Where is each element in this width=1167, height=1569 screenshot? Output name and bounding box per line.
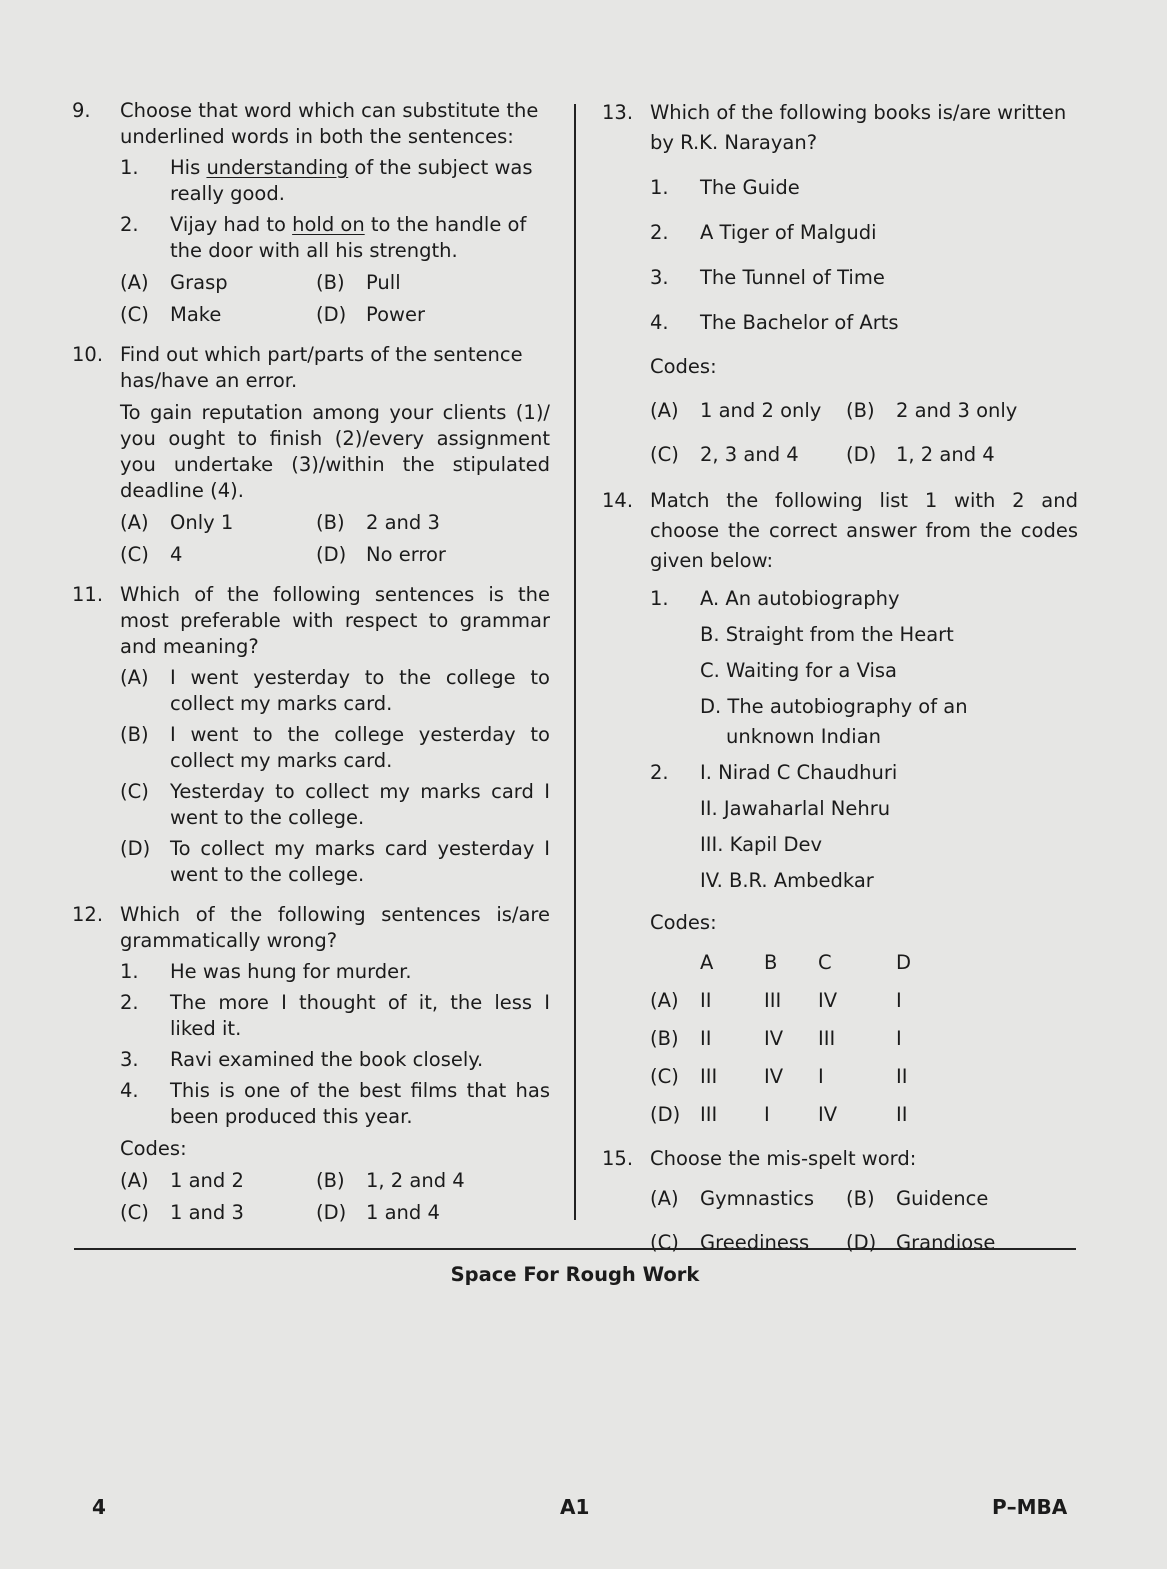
codes-label: Codes: (650, 911, 717, 934)
option-b[interactable]: (B) II IV III I (650, 1027, 902, 1050)
options (650, 396, 1078, 470)
list-item: 3. The Tunnel of Time (650, 266, 885, 289)
option-c[interactable]: (C) 2, 3 and 4 (650, 443, 799, 466)
list-item: 4. The Bachelor of Arts (650, 311, 899, 334)
codes-header: A B C D (700, 951, 912, 974)
options (120, 1168, 550, 1226)
codes-table (650, 944, 936, 1134)
question-number: 11. (72, 583, 104, 606)
list-1: 1. A. An autobiography B. Straight from the Heart C. Waiting for a Visa D. The autobiography of an unknown Indian (650, 584, 1078, 758)
list-item: 2. A Tiger of Malgudi (650, 221, 877, 244)
column-divider (574, 104, 576, 1220)
page-number: 4 (92, 1495, 106, 1519)
list-2-item: II. Jawaharlal Nehru (700, 797, 891, 820)
option-c[interactable]: (C) Make (120, 303, 222, 326)
question-number: 10. (72, 343, 104, 366)
question-9 (72, 98, 550, 328)
list-1-item: C. Waiting for a Visa (700, 659, 898, 682)
option-d[interactable]: (D) 1 and 4 (316, 1201, 440, 1224)
option-d[interactable]: (D) Power (316, 303, 425, 326)
list-1-item: D. The autobiography of an unknown Indian (700, 695, 968, 748)
option-a[interactable]: (A) 1 and 2 (120, 1169, 244, 1192)
list-item: 4. This is one of the best films that has been produced this year. (120, 1079, 550, 1128)
error-sentence: To gain reputation among your clients (1)/ you ought to finish (2)/every assignment you undertake (3)/within the stipulated deadline (4). (120, 401, 550, 502)
question-number: 13. (602, 101, 634, 124)
option-c[interactable]: (C) Greediness (650, 1231, 810, 1254)
option-d[interactable]: (D) Grandiose (846, 1231, 996, 1254)
question-text: Match the following list 1 with 2 and choose the correct answer from the codes given below: (650, 489, 1078, 572)
option-c[interactable]: (C) 1 and 3 (120, 1201, 244, 1224)
option-a[interactable]: (A) II III IV I (650, 989, 902, 1012)
option-a[interactable]: (A) Grasp (120, 271, 228, 294)
question-number: 15. (602, 1147, 634, 1170)
options (120, 510, 550, 568)
list-item: 1. The Guide (650, 176, 800, 199)
question-text: Choose the mis-spelt word: (650, 1147, 917, 1170)
option-b[interactable]: (B) 1, 2 and 4 (316, 1169, 465, 1192)
option-b[interactable]: (B) I went to the college yesterday to collect my marks card. (120, 723, 550, 772)
options (650, 1184, 1078, 1258)
list-1-item: A. An autobiography (700, 587, 900, 610)
question-13 (602, 98, 1078, 470)
option-d[interactable]: (D) 1, 2 and 4 (846, 443, 995, 466)
question-text: Which of the following sentences is the most preferable with respect to grammar and meaning? (120, 583, 550, 658)
list-2-item: IV. B.R. Ambedkar (700, 869, 874, 892)
list-2-item: I. Nirad C Chaudhuri (700, 761, 898, 784)
list-1-item: B. Straight from the Heart (700, 623, 954, 646)
booklet-code: A1 (560, 1495, 590, 1519)
list-item: 1. He was hung for murder. (120, 960, 412, 983)
question-number: 9. (72, 99, 91, 122)
option-b[interactable]: (B) Guidence (846, 1187, 989, 1210)
question-text: Which of the following sentences is/are grammatically wrong? (120, 903, 550, 952)
question-number: 12. (72, 903, 104, 926)
option-a[interactable]: (A) I went yesterday to the college to collect my marks card. (120, 666, 550, 715)
list-2: 2. I. Nirad C Chaudhuri II. Jawaharlal Nehru III. Kapil Dev IV. B.R. Ambedkar (650, 758, 1078, 902)
underlined-word: hold on (292, 213, 365, 236)
option-c[interactable]: (C) 4 (120, 543, 183, 566)
list-2-item: III. Kapil Dev (700, 833, 823, 856)
separator-line (74, 1248, 1076, 1250)
codes-label: Codes: (120, 1137, 187, 1160)
right-column (602, 98, 1078, 1268)
underlined-word: understanding (206, 156, 349, 179)
question-12 (72, 902, 550, 1226)
option-d[interactable]: (D) No error (316, 543, 446, 566)
option-d[interactable]: (D) To collect my marks card yesterday I went to the college. (120, 837, 550, 886)
list-item: 1. His understanding of the subject was really good. (120, 156, 533, 205)
option-b[interactable]: (B) Pull (316, 271, 401, 294)
question-number: 14. (602, 489, 634, 512)
option-a[interactable]: (A) Gymnastics (650, 1187, 815, 1210)
question-text: Choose that word which can substitute the underlined words in both the sentences: (120, 99, 539, 148)
option-b[interactable]: (B) 2 and 3 (316, 511, 440, 534)
left-column (72, 98, 550, 1234)
question-11 (72, 582, 550, 888)
list-item: 2. The more I thought of it, the less I liked it. (120, 991, 550, 1040)
rough-work-heading: Space For Rough Work (450, 1263, 700, 1286)
list-item: 2. Vijay had to hold on to the handle of the door with all his strength. (120, 213, 527, 262)
option-a[interactable]: (A) Only 1 (120, 511, 234, 534)
question-14 (602, 486, 1078, 1134)
question-text: Find out which part/parts of the sentence has/have an error. (120, 343, 523, 392)
option-a[interactable]: (A) 1 and 2 only (650, 399, 822, 422)
option-d[interactable]: (D) III I IV II (650, 1103, 908, 1126)
question-text: Which of the following books is/are written by R.K. Narayan? (650, 101, 1067, 154)
list-item: 3. Ravi examined the book closely. (120, 1048, 484, 1071)
options (120, 270, 550, 328)
option-b[interactable]: (B) 2 and 3 only (846, 399, 1018, 422)
codes-label: Codes: (650, 355, 717, 378)
option-c[interactable]: (C) Yesterday to collect my marks card I went to the college. (120, 780, 550, 829)
paper-code: P–MBA (992, 1495, 1068, 1519)
option-c[interactable]: (C) III IV I II (650, 1065, 908, 1088)
question-10 (72, 342, 550, 568)
question-15 (602, 1144, 1078, 1258)
